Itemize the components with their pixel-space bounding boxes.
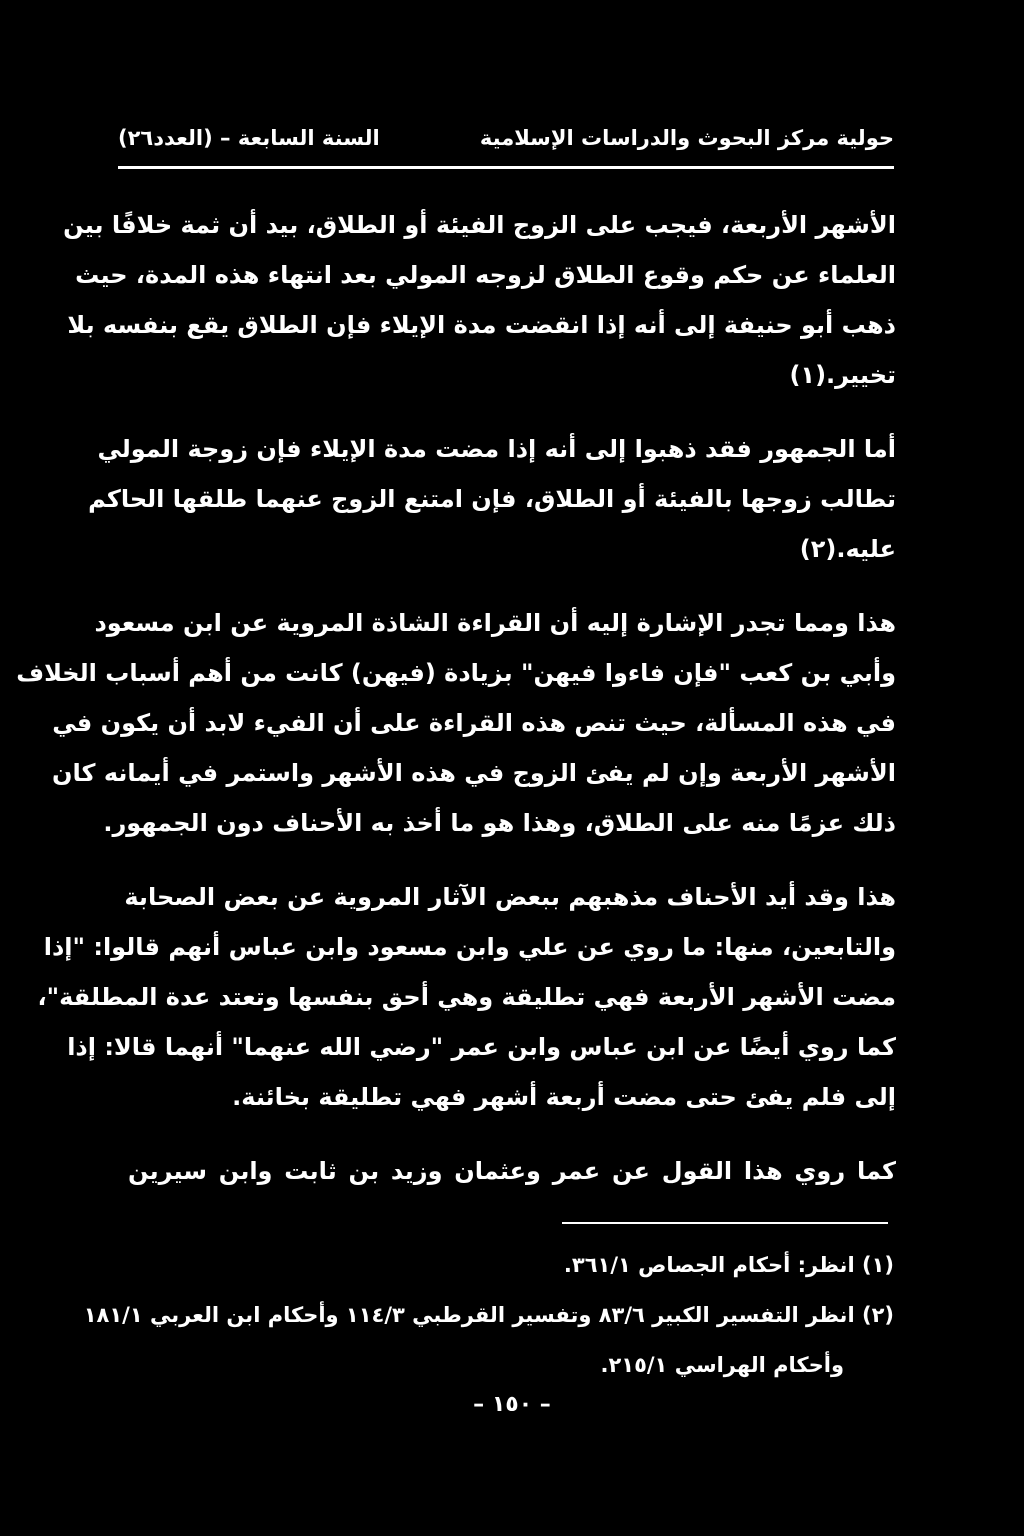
paragraph-gap <box>128 574 896 598</box>
body-text <box>16 200 896 1196</box>
text-line: في هذه المسألة، حيث تنص هذه القراءة على أن الفيء لابد أن يكون في <box>52 709 896 737</box>
text-line: إلى فلم يفئ حتى مضت أربعة أشهر فهي تطليقة بخائنة. <box>232 1083 896 1111</box>
page-number: – ١٥٠ – <box>473 1392 551 1417</box>
footnotes <box>83 1240 894 1390</box>
text-line: تطالب زوجها بالفيئة أو الطلاق، فإن امتنع الزوج عنهما طلقها الحاكم <box>88 485 896 513</box>
text-line: هذا وقد أيد الأحناف مذهبهم ببعض الآثار المروية عن بعض الصحابة <box>124 883 896 911</box>
footnote-2-continued: وأحكام الهراسي ٢١٥/١. <box>600 1353 844 1377</box>
text-line: كما روي أيضًا عن ابن عباس وابن عمر "رضي الله عنهما" أنهما قالا: إذا <box>67 1033 896 1061</box>
text-line: وأبي بن كعب "فإن فاءوا فيهن" بزيادة (فيهن) كانت من أهم أسباب الخلاف <box>16 659 896 687</box>
text-line: أما الجمهور فقد ذهبوا إلى أنه إذا مضت مدة الإيلاء فإن زوجة المولي <box>97 435 896 463</box>
text-line: العلماء عن حكم وقوع الطلاق لزوجه المولي بعد انتهاء هذه المدة، حيث <box>75 261 896 289</box>
text-line: عليه.(٢) <box>799 535 896 563</box>
issue-label: السنة السابعة – (العدد٢٦) <box>118 126 380 150</box>
paragraph-gap <box>128 1122 896 1146</box>
footnote-1: (١) انظر: أحكام الجصاص ٣٦١/١. <box>563 1253 894 1277</box>
text-line: الأشهر الأربعة وإن لم يفئ الزوج في هذه الأشهر واستمر في أيمانه كان <box>52 759 896 787</box>
running-header <box>118 118 894 158</box>
footnote-2: (٢) انظر التفسير الكبير ٨٣/٦ وتفسير القرطبي ١١٤/٣ وأحكام ابن العربي ١٨١/١ <box>83 1303 894 1327</box>
text-line: مضت الأشهر الأربعة فهي تطليقة وهي أحق بنفسها وتعتد عدة المطلقة"، <box>37 983 896 1011</box>
text-line: كما روي هذا القول عن عمر وعثمان وزيد بن ثابت وابن سيرين <box>128 1157 896 1185</box>
header-divider <box>118 166 894 169</box>
footnote-divider <box>562 1222 888 1224</box>
text-line: ذلك عزمًا منه على الطلاق، وهذا هو ما أخذ به الأحناف دون الجمهور. <box>103 809 896 837</box>
text-line: هذا ومما تجدر الإشارة إليه أن القراءة الشاذة المروية عن ابن مسعود <box>94 609 896 637</box>
text-line: الأشهر الأربعة، فيجب على الزوج الفيئة أو الطلاق، بيد أن ثمة خلافًا بين <box>63 211 896 239</box>
text-line: ذهب أبو حنيفة إلى أنه إذا انقضت مدة الإيلاء فإن الطلاق يقع بنفسه بلا <box>67 311 896 339</box>
journal-title: حولية مركز البحوث والدراسات الإسلامية <box>479 126 894 150</box>
paragraph-gap <box>128 400 896 424</box>
paragraph-gap <box>128 848 896 872</box>
text-line: تخيير.(١) <box>789 361 896 389</box>
text-line: والتابعين، منها: ما روي عن علي وابن مسعود وابن عباس أنهم قالوا: "إذا <box>43 933 896 961</box>
